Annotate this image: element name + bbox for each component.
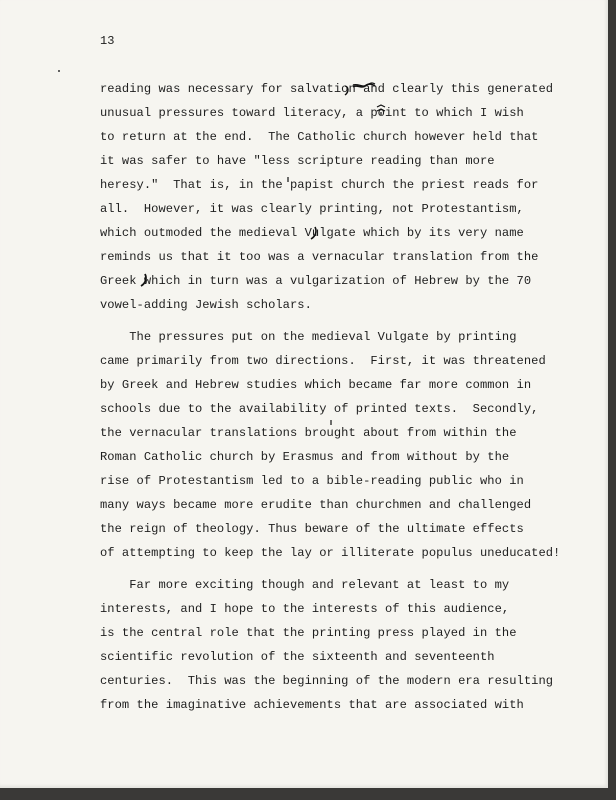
text-line: of attempting to keep the lay or illiterate populus uneducated!: [100, 546, 561, 560]
text-line: to return at the end. The Catholic church however held that: [100, 130, 539, 144]
handwritten-tick-mark: [329, 420, 333, 426]
handwritten-strikethrough: [352, 81, 376, 91]
handwritten-comma-mark: [140, 273, 148, 287]
text-line: which outmoded the medieval Vulgate which by its very name: [100, 226, 524, 240]
paragraph-3: [100, 573, 553, 717]
text-line: unusual pressures toward literacy, a point to which I wish: [100, 106, 524, 120]
text-line: rise of Protestantism led to a bible-reading public who in: [100, 474, 524, 488]
text-line: interests, and I hope to the interests of this audience,: [100, 602, 510, 616]
text-line: came primarily from two directions. First, it was threatened: [100, 354, 546, 368]
text-line: Roman Catholic church by Erasmus and from without by the: [100, 450, 510, 464]
text-line: by Greek and Hebrew studies which became far more common in: [100, 378, 532, 392]
text-line: is the central role that the printing press played in the: [100, 626, 517, 640]
text-line: from the imaginative achievements that are associated with: [100, 698, 524, 712]
text-line: all. However, it was clearly printing, not Protestantism,: [100, 202, 524, 216]
text-line: centuries. This was the beginning of the modern era resulting: [100, 674, 554, 688]
handwritten-tick-mark: [286, 177, 290, 183]
text-line: many ways became more erudite than churchmen and challenged: [100, 498, 532, 512]
paragraph-2: [100, 325, 560, 565]
text-line: schools due to the availability of printed texts. Secondly,: [100, 402, 539, 416]
text-line: The pressures put on the medieval Vulgate by printing: [100, 330, 517, 344]
handwritten-comma-mark: [310, 226, 318, 240]
text-line: Far more exciting though and relevant at least to my: [100, 578, 510, 592]
text-line: scientific revolution of the sixteenth and seventeenth: [100, 650, 495, 664]
handwritten-insert-mark: [376, 104, 386, 116]
text-line: reminds us that it too was a vernacular translation from the: [100, 250, 539, 264]
text-line: the vernacular translations brought about from within the: [100, 426, 517, 440]
paragraph-1: [100, 77, 553, 317]
text-line: reading was necessary for salvation and clearly this generated: [100, 82, 554, 96]
text-line: it was safer to have "less scripture reading than more: [100, 154, 495, 168]
text-line: the reign of theology. Thus beware of the ultimate effects: [100, 522, 524, 536]
text-line: vowel-adding Jewish scholars.: [100, 298, 312, 312]
page-number: 13: [100, 34, 115, 48]
text-line: Greek which in turn was a vulgarization of Hebrew by the 70: [100, 274, 532, 288]
paper-speck: [58, 70, 60, 72]
text-line: heresy." That is, in the papist church the priest reads for: [100, 178, 539, 192]
